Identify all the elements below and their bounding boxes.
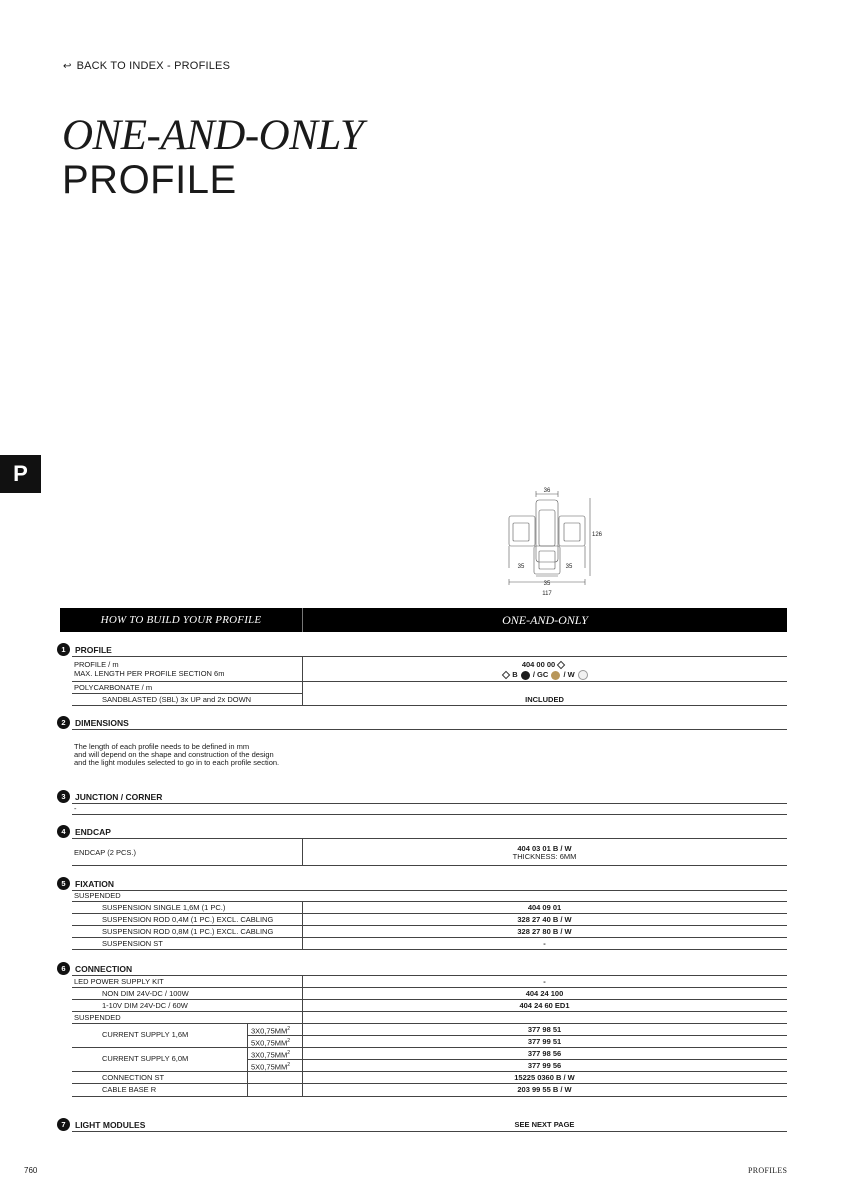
- footer-section: PROFILES: [748, 1166, 788, 1175]
- dimensions-text-2: and will depend on the shape and construction of the design: [74, 750, 274, 759]
- finish-black-label: B: [512, 670, 518, 679]
- profile-code: 404 00 00: [521, 660, 556, 669]
- diamond-icon: [502, 671, 510, 679]
- divider: [72, 975, 787, 976]
- cs16-5-code: 377 99 51: [527, 1037, 562, 1046]
- page-title-line1: ONE-AND-ONLY: [62, 112, 364, 159]
- profile-row-label: PROFILE / m: [74, 660, 119, 669]
- sandblasted-value: INCLUDED: [525, 695, 564, 704]
- divider: [72, 693, 302, 694]
- wire-spec: $5X0,75MM^2$: [251, 1038, 291, 1048]
- fixation-row-code: -: [543, 939, 546, 948]
- divider: [72, 803, 787, 804]
- fixation-row-label: SUSPENSION ST: [102, 939, 163, 948]
- wire-spec: $3X0,75MM^2$: [251, 1050, 291, 1060]
- cs60-5-code: 377 99 56: [527, 1061, 562, 1070]
- profile-code-cell: [302, 660, 787, 669]
- dim-left-low: 35: [517, 564, 525, 570]
- divider: [72, 1096, 787, 1097]
- diamond-icon: [557, 661, 565, 669]
- finish-options: [302, 670, 787, 680]
- polycarbonate-label: POLYCARBONATE / m: [74, 683, 153, 692]
- divider: [72, 1011, 787, 1012]
- divider: [72, 1023, 787, 1024]
- fixation-sub: SUSPENDED: [74, 891, 121, 900]
- divider: [72, 656, 787, 657]
- profile-row-label-2: MAX. LENGTH PER PROFILE SECTION 6m: [74, 669, 225, 678]
- psu-kit-value: -: [543, 977, 546, 986]
- page-title-line2: PROFILE: [62, 158, 237, 202]
- fixation-row-code: 328 27 80 B / W: [517, 927, 572, 936]
- column-divider: [302, 975, 303, 1096]
- dim-bottom: 117: [542, 591, 552, 597]
- section-number: 4: [57, 825, 70, 838]
- section-title: LIGHT MODULES: [75, 1119, 146, 1130]
- column-divider: [302, 656, 303, 705]
- endcap-label: ENDCAP (2 PCS.): [74, 848, 136, 857]
- divider: [72, 913, 787, 914]
- dim-bottom-inner: 35: [543, 581, 551, 587]
- connection-sub: SUSPENDED: [74, 1013, 121, 1022]
- divider: [72, 949, 787, 950]
- finish-white-label: / W: [563, 670, 575, 679]
- section-number: 2: [57, 716, 70, 729]
- header-right: ONE-AND-ONLY: [502, 612, 588, 627]
- section-connection: [57, 962, 132, 975]
- cable-base-code: 203 99 55 B / W: [517, 1085, 572, 1094]
- table-header: [60, 608, 787, 632]
- fixation-row-code: 328 27 40 B / W: [517, 915, 572, 924]
- divider: [247, 1035, 787, 1036]
- nondim-code: 404 24 100: [525, 989, 564, 998]
- divider: [72, 999, 787, 1000]
- fixation-row-label: SUSPENSION ROD 0,8M (1 PC.) EXCL. CABLING: [102, 927, 274, 936]
- divider: [72, 987, 787, 988]
- fixation-row-label: SUSPENSION SINGLE 1,6M (1 PC.): [102, 903, 226, 912]
- dim-code: 404 24 60 ED1: [519, 1001, 570, 1010]
- dim-top: 36: [543, 488, 551, 494]
- divider: [72, 1047, 787, 1048]
- nondim-label: NON DIM 24V-DC / 100W: [102, 989, 189, 998]
- section-title: FIXATION: [75, 878, 115, 889]
- divider: [72, 705, 787, 706]
- junction-value: -: [74, 804, 77, 813]
- divider: [72, 925, 787, 926]
- section-title: ENDCAP: [75, 826, 111, 837]
- column-divider: [302, 901, 303, 949]
- section-number: 7: [57, 1118, 70, 1131]
- divider: [72, 1131, 787, 1132]
- divider: [72, 890, 787, 891]
- section-fixation: [57, 877, 114, 890]
- profile-cross-section-diagram: [498, 486, 606, 598]
- cs60-3-code: 377 98 56: [527, 1049, 562, 1058]
- section-title: JUNCTION / CORNER: [75, 791, 163, 802]
- column-divider: [247, 1023, 248, 1096]
- section-number: 5: [57, 877, 70, 890]
- divider: [72, 901, 787, 902]
- divider: [72, 838, 787, 839]
- endcap-code: 404 03 01 B / W: [517, 844, 572, 853]
- section-number: 6: [57, 962, 70, 975]
- finish-gold-label: / GC: [532, 670, 549, 679]
- cs16-label: CURRENT SUPPLY 1,6M: [102, 1030, 189, 1039]
- section-number: 3: [57, 790, 70, 803]
- divider: [72, 1083, 787, 1084]
- section-dimensions: [57, 716, 129, 729]
- back-to-index-link[interactable]: [63, 60, 230, 72]
- connection-st-label: CONNECTION ST: [102, 1073, 165, 1082]
- section-title: DIMENSIONS: [75, 717, 129, 728]
- wire-spec: $3X0,75MM^2$: [251, 1026, 291, 1036]
- section-title: CONNECTION: [75, 963, 133, 974]
- divider: [72, 865, 787, 866]
- cs60-label: CURRENT SUPPLY 6,0M: [102, 1054, 189, 1063]
- section-title: PROFILE: [75, 644, 112, 655]
- divider: [72, 1071, 787, 1072]
- header-left: HOW TO BUILD YOUR PROFILE: [60, 608, 303, 632]
- connection-st-code: 15225 0360 B / W: [514, 1073, 575, 1082]
- section-tab[interactable]: P: [0, 455, 41, 493]
- column-divider: [302, 838, 303, 865]
- page-number: 760: [24, 1166, 38, 1175]
- dim-label: 1-10V DIM 24V-DC / 60W: [102, 1001, 188, 1010]
- dim-right: 126: [591, 532, 603, 538]
- psu-kit-label: LED POWER SUPPLY KIT: [74, 977, 164, 986]
- section-profile: [57, 643, 112, 656]
- cs16-3-code: 377 98 51: [527, 1025, 562, 1034]
- return-arrow-icon: ↩: [63, 60, 72, 72]
- divider: [72, 681, 787, 682]
- fixation-row-label: SUSPENSION ROD 0,4M (1 PC.) EXCL. CABLING: [102, 915, 274, 924]
- wire-spec: $5X0,75MM^2$: [251, 1062, 291, 1072]
- back-link-label: BACK TO INDEX - PROFILES: [76, 60, 231, 72]
- divider: [72, 937, 787, 938]
- fixation-row-code: 404 09 01: [527, 903, 562, 912]
- sandblasted-label: SANDBLASTED (SBL) 3x UP and 2x DOWN: [102, 695, 252, 704]
- gold-swatch-icon[interactable]: [551, 671, 560, 680]
- section-endcap: [57, 825, 111, 838]
- divider: [72, 814, 787, 815]
- light-modules-value[interactable]: SEE NEXT PAGE: [514, 1120, 575, 1129]
- divider: [72, 729, 787, 730]
- dim-right-low: 35: [565, 564, 573, 570]
- section-number: 1: [57, 643, 70, 656]
- section-light-modules: [57, 1118, 145, 1131]
- dimensions-text-1: The length of each profile needs to be defined in mm: [74, 742, 250, 751]
- divider: [247, 1059, 787, 1060]
- black-swatch-icon[interactable]: [521, 671, 530, 680]
- dimensions-text-3: and the light modules selected to go in to each profile section.: [74, 758, 280, 767]
- cable-base-label: CABLE BASE R: [102, 1085, 157, 1094]
- section-junction: [57, 790, 162, 803]
- endcap-thickness: THICKNESS: 6MM: [512, 852, 577, 861]
- white-swatch-icon[interactable]: [578, 670, 588, 680]
